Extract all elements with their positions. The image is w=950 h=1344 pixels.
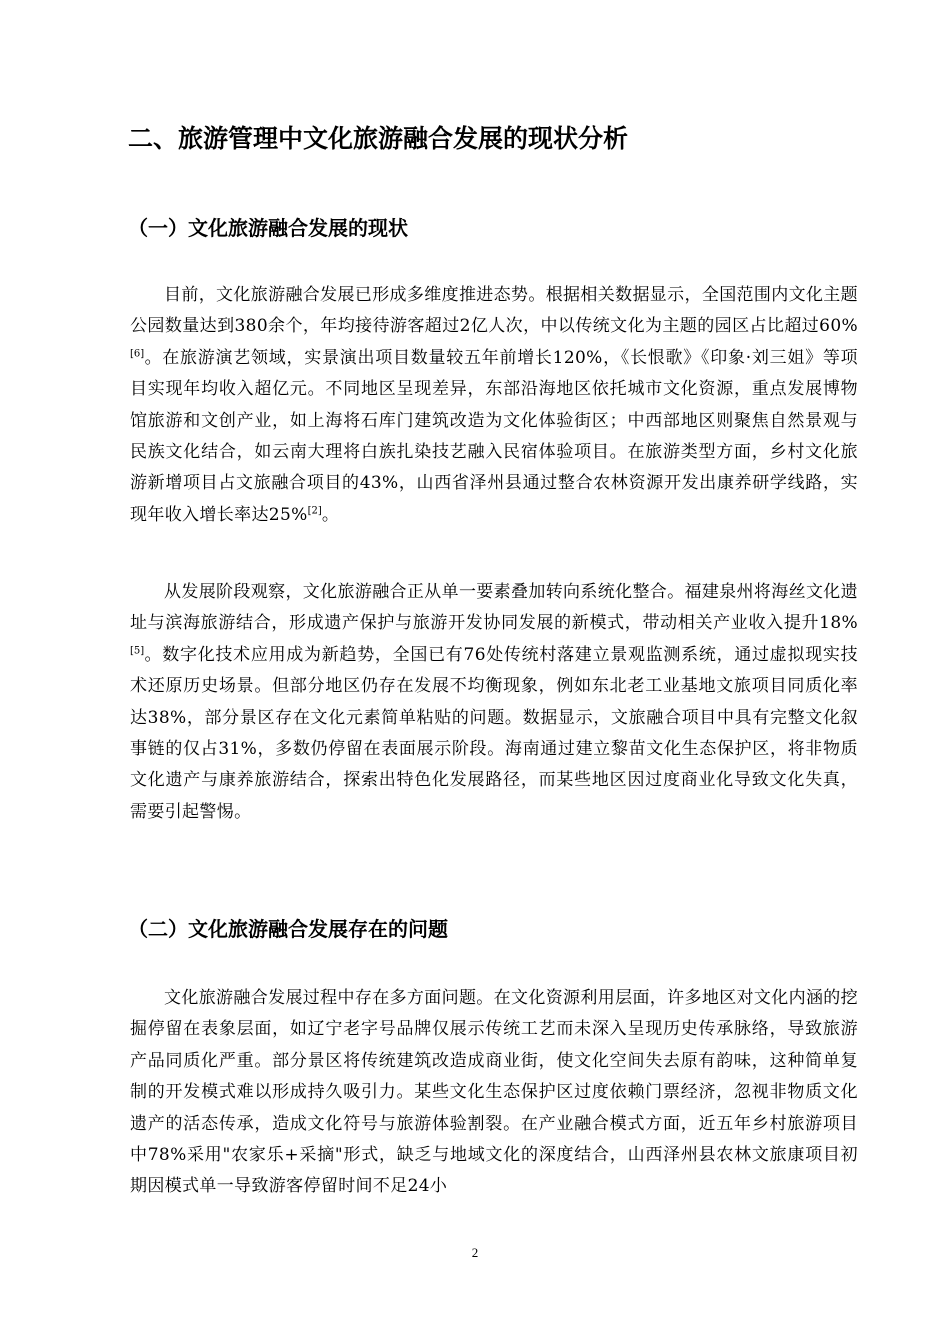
text-run: 从发展阶段观察，文化旅游融合正从单一要素叠加转向系统化整合。福建泉州将海丝文化遗址与滨海旅游结合，形成遗产保护与旅游开发协同发展的新模式，带动相关产业收入提升18% [130, 582, 858, 634]
section-heading-1: （一）文化旅游融合发展的现状 [128, 216, 408, 240]
chapter-heading: 二、旅游管理中文化旅游融合发展的现状分析 [128, 124, 629, 153]
page-number: 2 [471, 1245, 479, 1260]
section2-paragraph-1: 文化旅游融合发展过程中存在多方面问题。在文化资源利用层面，许多地区对文化内涵的挖掘停留在表象层面，如辽宁老字号品牌仅展示传统工艺而未深入呈现历史传承脉络，导致旅游产品同质化严重。部分景区将传统建筑改造成商业街，使文化空间失去原有韵味，这种简单复制的开发模式难以形成持久吸引力。某些文化生态保护区过度依赖门票经济，忽视非物质文化遗产的活态传承，造成文化符号与旅游体验割裂。在产业融合模式方面，近五年乡村旅游项目中78%采用"农家乐+采摘"形式，缺乏与地域文化的深度结合，山西泽州县农林文旅康项目初期因模式单一导致游客停留时间不足24小 [130, 988, 858, 1197]
citation-ref: [2] [307, 505, 322, 517]
citation-ref: [6] [130, 348, 145, 360]
text-run: 。在旅游演艺领域，实景演出项目数量较五年前增长120%，《长恨歌》《印象·刘三姐》等项目实现年均收入超亿元。不同地区呈现差异，东部沿海地区依托城市文化资源，重点发展博物馆旅游和文创产业，如上海将石库门建筑改造为文化体验街区；中西部地区则聚焦自然景观与民族文化结合，如云南大理将白族扎染技艺融入民宿体验项目。在旅游类型方面，乡村文化旅游新增项目占文旅融合项目的43%，山西省泽州县通过整合农林资源开发出康养研学线路，实现年收入增长率达25% [130, 347, 858, 525]
citation-ref: [5] [130, 645, 145, 657]
text-run: 。数字化技术应用成为新趋势，全国已有76处传统村落建立景观监测系统，通过虚拟现实技术还原历史场景。但部分地区仍存在发展不均衡现象，例如东北老工业基地文旅项目同质化率达38%，部分景区存在文化元素简单粘贴的问题。数据显示，文旅融合项目中具有完整文化叙事链的仅占31%，多数仍停留在表面展示阶段。海南通过建立黎苗文化生态保护区，将非物质文化遗产与康养旅游结合，探索出特色化发展路径，而某些地区因过度商业化导致文化失真，需要引起警惕。 [130, 644, 858, 822]
text-run: 目前，文化旅游融合发展已形成多维度推进态势。根据相关数据显示，全国范围内文化主题公园数量达到380余个，年均接待游客超过2亿人次，中以传统文化为主题的园区占比超过60% [130, 285, 858, 337]
text-run: 。 [321, 504, 340, 525]
section-heading-2: （二）文化旅游融合发展存在的问题 [128, 917, 448, 941]
section1-paragraph-2 [130, 577, 858, 828]
section1-paragraph-1 [130, 280, 858, 531]
